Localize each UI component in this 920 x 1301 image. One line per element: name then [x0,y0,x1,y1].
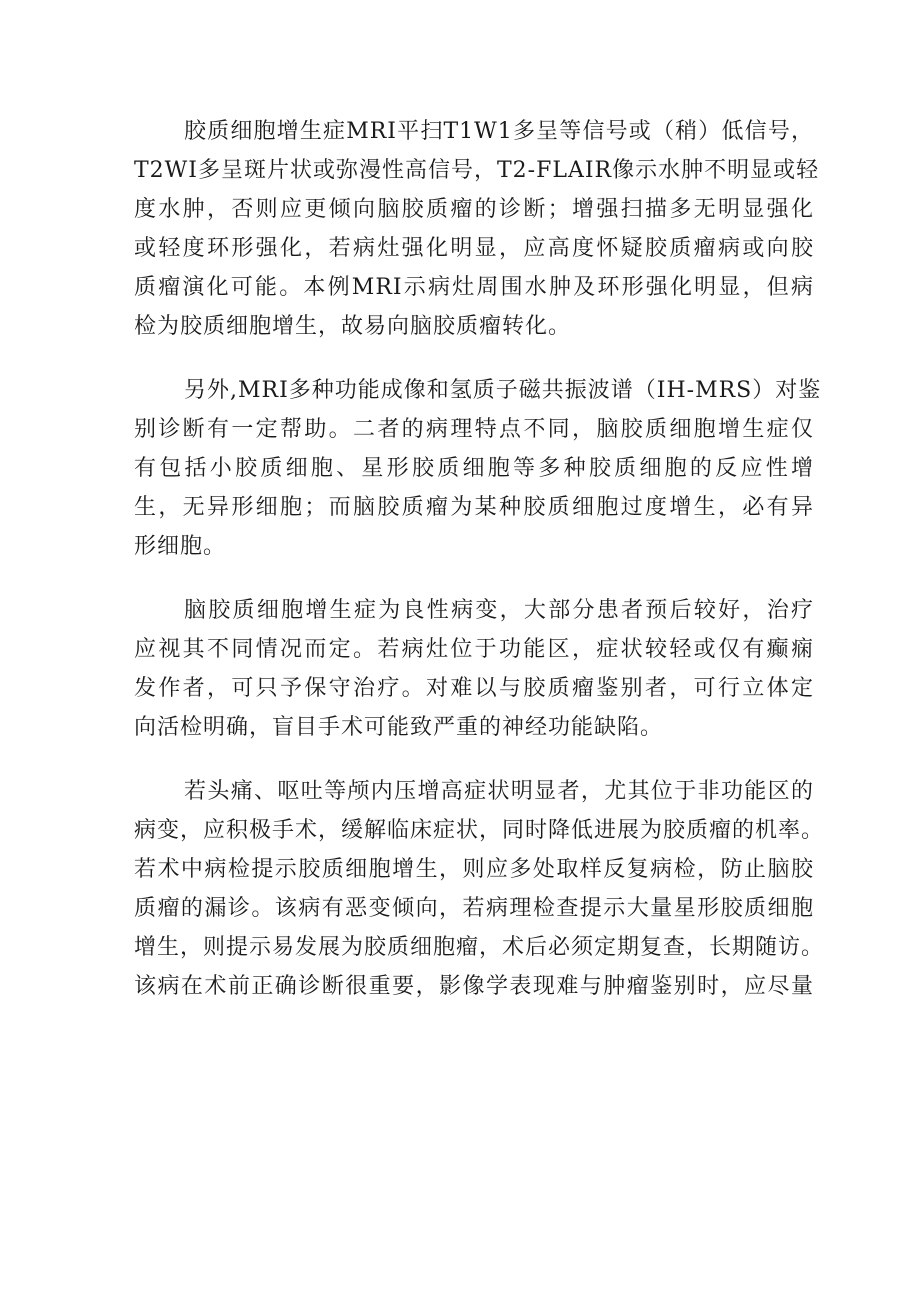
text-line: 胶质细胞增生症MRI平扫T1W1多呈等信号或（稍）低信号， [184,119,814,144]
text-line: 该病在术前正确诊断很重要，影像学表现难与肿瘤鉴别时，应尽量 [134,974,814,999]
text-line: 若头痛、呕吐等颅内压增高症状明显者，尤其位于非功能区的 [184,779,814,804]
text-line: 应视其不同情况而定。若病灶位于功能区，症状较轻或仅有癫痫 [134,637,814,662]
text-line: 发作者，可只予保守治疗。对难以与胶质瘤鉴别者，可行立体定 [134,676,814,701]
text-line: 病变，应积极手术，缓解临床症状，同时降低进展为胶质瘤的机率。 [134,818,825,843]
text-line: 质瘤演化可能。本例MRI示病灶周围水肿及环形强化明显，但病 [134,275,814,300]
text-line: 质瘤的漏诊。该病有恶变倾向，若病理检查提示大量星形胶质细胞 [134,896,814,921]
text-line: 或轻度环形强化，若病灶强化明显，应高度怀疑胶质瘤病或向胶 [134,236,814,261]
text-line: 形细胞。 [134,534,227,559]
text-line: 别诊断有一定帮助。二者的病理特点不同，脑胶质细胞增生症仅 [134,417,814,442]
text-line: 有包括小胶质细胞、星形胶质细胞等多种胶质细胞的反应性增 [134,456,814,481]
paragraph-1 [134,112,820,346]
body-text [134,112,825,1031]
text-line: 另外,MRI多种功能成像和氢质子磁共振波谱（IH-MRS）对鉴 [184,378,822,403]
text-line: T2WI多呈斑片状或弥漫性高信号，T2-FLAIR像示水肿不明显或轻 [134,158,820,183]
text-line: 增生，则提示易发展为胶质细胞瘤，术后必须定期复查，长期随访。 [134,935,825,960]
text-line: 向活检明确，盲目手术可能致严重的神经功能缺陷。 [134,715,664,740]
paragraph-2 [134,371,822,566]
paragraph-4 [134,772,825,1006]
text-line: 生，无异形细胞；而脑胶质瘤为某种胶质细胞过度增生，必有异 [134,495,814,520]
text-line: 若术中病检提示胶质细胞增生，则应多处取样反复病检，防止脑胶 [134,857,814,882]
text-line: 度水肿，否则应更倾向脑胶质瘤的诊断；增强扫描多无明显强化 [134,197,814,222]
text-line: 检为胶质细胞增生，故易向脑胶质瘤转化。 [134,314,572,339]
text-line: 脑胶质细胞增生症为良性病变，大部分患者预后较好，治疗 [184,598,814,623]
paragraph-3 [134,591,814,747]
